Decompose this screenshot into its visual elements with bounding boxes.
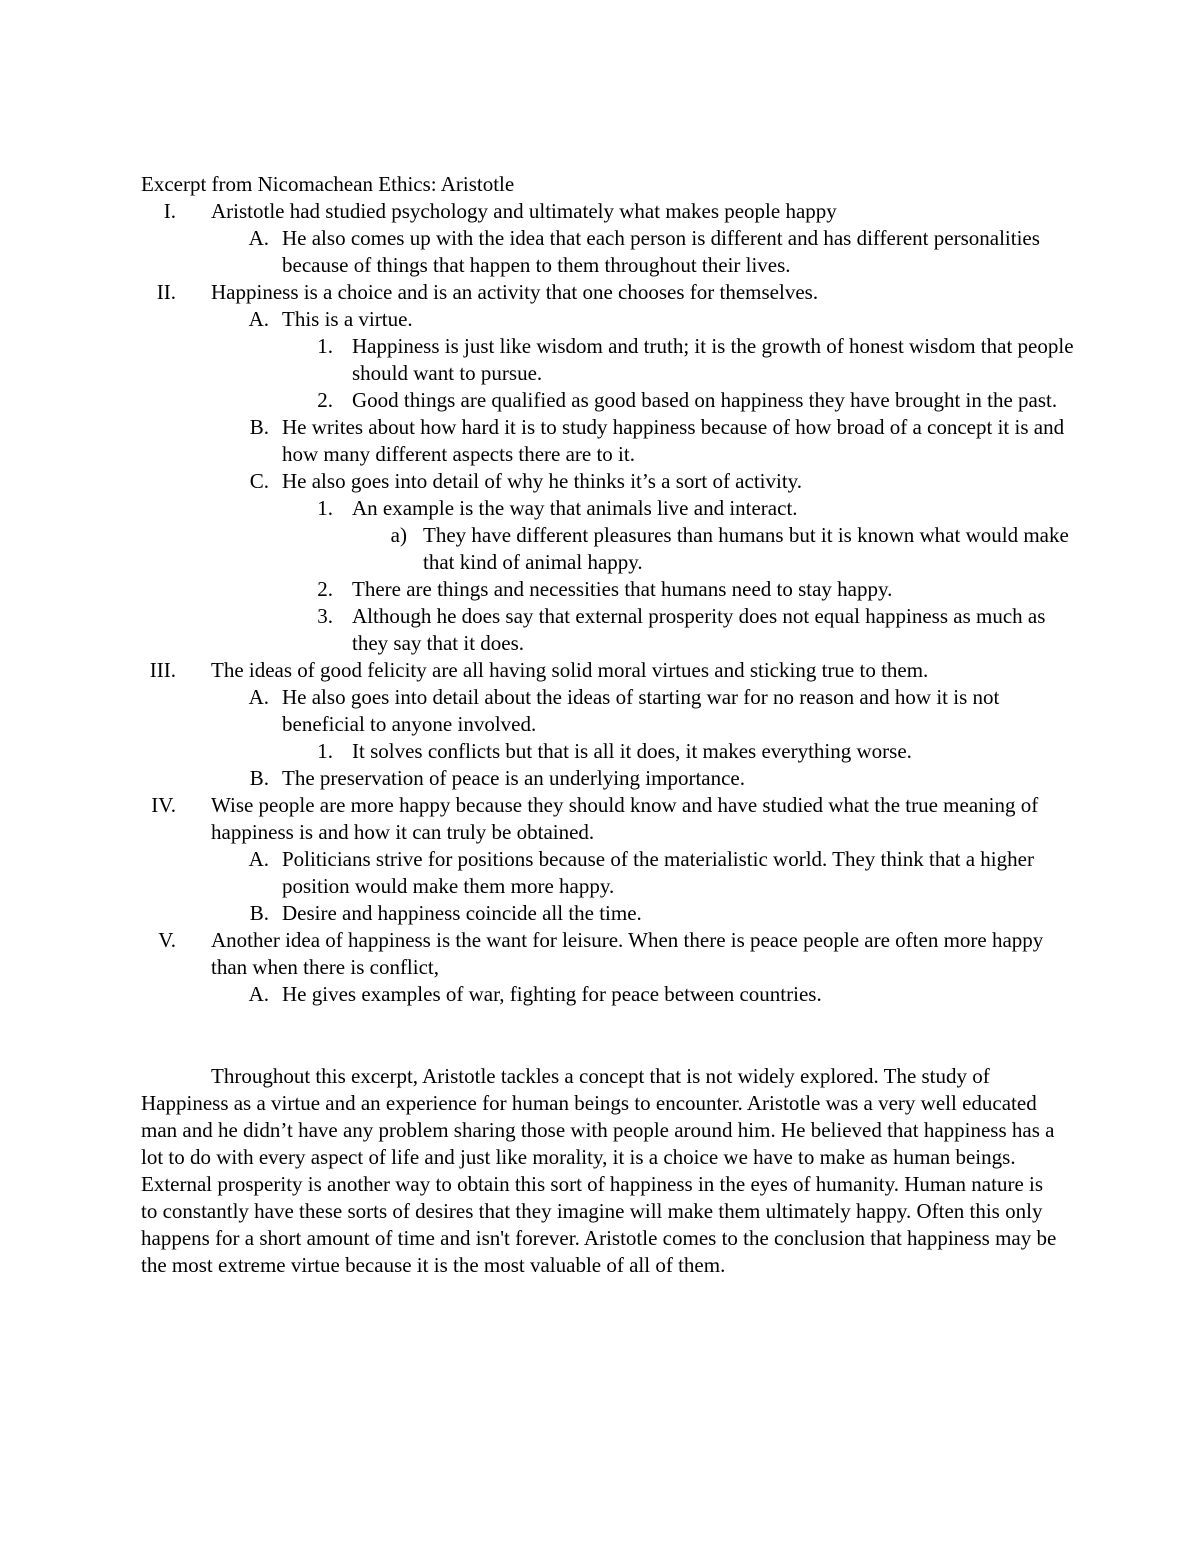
outline-item — [0, 333, 1075, 387]
outline-item — [0, 900, 1075, 927]
outline-text: Good things are qualified as good based on happiness they have brought in the past. — [352, 388, 1058, 412]
outline-marker: B. — [249, 901, 269, 925]
outline-text: He gives examples of war, fighting for peace between countries. — [282, 982, 822, 1006]
outline-item — [0, 414, 1075, 468]
outline-item — [0, 927, 1075, 981]
outline-list — [0, 198, 1200, 1008]
outline-marker: A. — [248, 847, 269, 871]
outline-item — [0, 792, 1075, 846]
outline-text: The ideas of good felicity are all having solid moral virtues and sticking true to them. — [211, 658, 929, 682]
outline-text: He also goes into detail about the ideas of starting war for no reason and how it is not beneficial to anyone involved. — [282, 685, 1000, 736]
outline-text: Happiness is a choice and is an activity that one chooses for themselves. — [211, 280, 819, 304]
outline-text: He writes about how hard it is to study happiness because of how broad of a concept it is and how many different aspects there are to it. — [282, 415, 1065, 466]
outline-marker: A. — [248, 982, 269, 1006]
outline-item — [0, 576, 1075, 603]
outline-item — [0, 657, 1075, 684]
outline-text: Although he does say that external prosperity does not equal happiness as much as they say that it does. — [352, 604, 1046, 655]
outline-item — [0, 198, 1075, 225]
outline-marker: 3. — [317, 604, 333, 628]
outline-text: Desire and happiness coincide all the time. — [282, 901, 642, 925]
outline-item — [0, 684, 1075, 738]
outline-item — [0, 765, 1075, 792]
outline-text: Another idea of happiness is the want for leisure. When there is peace people are often more happy than when there is conflict, — [211, 928, 1044, 979]
outline-marker: III. — [149, 658, 176, 682]
outline-marker: I. — [163, 199, 176, 223]
outline-item — [0, 225, 1075, 279]
outline-marker: 1. — [317, 334, 333, 358]
outline-marker: V. — [158, 928, 176, 952]
outline-marker: II. — [156, 280, 176, 304]
outline-marker: A. — [248, 226, 269, 250]
outline-item — [0, 387, 1075, 414]
outline-text: The preservation of peace is an underlying importance. — [282, 766, 745, 790]
outline-marker: 1. — [317, 739, 333, 763]
outline-marker: IV. — [151, 793, 176, 817]
outline-item — [0, 468, 1075, 495]
outline-item — [0, 306, 1075, 333]
outline-marker: A. — [248, 685, 269, 709]
outline-text: Aristotle had studied psychology and ultimately what makes people happy — [211, 199, 837, 223]
summary-paragraph: Throughout this excerpt, Aristotle tackles a concept that is not widely explored. The study of Happiness as a virtue and an experience for human beings to encounter. Aristotle was a very well educated man and he didn’t have any problem sharing those with people around him. He believed that happiness has a lot to do with every aspect of life and just like morality, it is a choice we have to make as human beings. External prosperity is another way to obtain this sort of happiness in the eyes of humanity. Human nature is to constantly have these sorts of desires that they imagine will make them ultimately happy. Often this only happens for a short amount of time and isn't forever. Aristotle comes to the conclusion that happiness may be the most extreme virtue because it is the most valuable of all of them. — [141, 1064, 1057, 1277]
outline-text: He also comes up with the idea that each person is different and has different personalities because of things that happen to them throughout their lives. — [282, 226, 1040, 277]
outline-item — [0, 981, 1075, 1008]
outline-marker: C. — [249, 469, 269, 493]
document-title: Excerpt from Nicomachean Ethics: Aristotle — [141, 172, 515, 196]
outline-text: An example is the way that animals live and interact. — [352, 496, 798, 520]
outline-text: They have different pleasures than humans but it is known what would make that kind of animal happy. — [423, 523, 1069, 574]
outline-item — [0, 495, 1075, 522]
outline-item — [0, 846, 1075, 900]
outline-item — [0, 603, 1075, 657]
outline-text: He also goes into detail of why he thinks it’s a sort of activity. — [282, 469, 803, 493]
outline-marker: A. — [248, 307, 269, 331]
outline-marker: a) — [390, 523, 407, 547]
outline-text: There are things and necessities that humans need to stay happy. — [352, 577, 893, 601]
outline-text: It solves conflicts but that is all it does, it makes everything worse. — [352, 739, 912, 763]
outline-marker: 2. — [317, 388, 333, 412]
outline-text: This is a virtue. — [282, 307, 413, 331]
outline-item — [0, 522, 1075, 576]
outline-text: Politicians strive for positions because of the materialistic world. They think that a higher position would make them more happy. — [282, 847, 1034, 898]
outline-item — [0, 738, 1075, 765]
outline-marker: 1. — [317, 496, 333, 520]
outline-marker: B. — [249, 766, 269, 790]
outline-marker: 2. — [317, 577, 333, 601]
outline-marker: B. — [249, 415, 269, 439]
outline-text: Happiness is just like wisdom and truth; it is the growth of honest wisdom that people should want to pursue. — [352, 334, 1074, 385]
outline-text: Wise people are more happy because they should know and have studied what the true meaning of happiness is and how it can truly be obtained. — [211, 793, 1039, 844]
outline-item — [0, 279, 1075, 306]
